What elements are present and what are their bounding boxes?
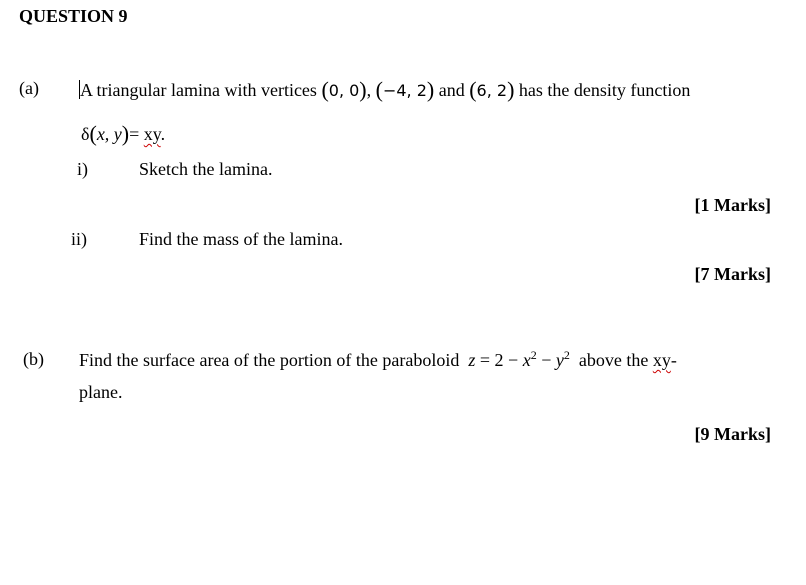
eq-minus: − <box>536 350 556 370</box>
vertex-1-close-paren: ) <box>359 77 367 102</box>
question-title: QUESTION 9 <box>19 6 128 26</box>
density-open-paren: ( <box>89 121 97 146</box>
eq-x-exp: 2 <box>530 348 537 362</box>
and-text: and <box>438 80 465 100</box>
vertex-1: 0, 0 <box>328 81 360 100</box>
part-b-marks: [9 Marks] <box>694 424 771 444</box>
vertex-2-open-paren: ( <box>375 77 383 102</box>
part-b-label: (b) <box>23 349 44 369</box>
sub-ii-label: ii) <box>71 229 87 249</box>
density-close-paren: ) <box>121 121 130 146</box>
eq-x: x <box>522 350 531 370</box>
sub-i-marks: [1 Marks] <box>694 195 771 215</box>
sub-i-label: i) <box>77 159 88 179</box>
vertex-3: 6, 2 <box>476 81 508 100</box>
density-text: has the density function <box>518 80 691 100</box>
eq-z: z <box>468 350 476 370</box>
eq-mid: = 2 − <box>475 350 523 370</box>
density-rhs: xy <box>143 124 161 144</box>
xy-word: xy <box>652 350 671 370</box>
part-b-text-after: above the <box>578 350 649 370</box>
density-equals: = <box>129 124 140 144</box>
part-a-intro-line: A triangular lamina with vertices (0, 0), (−4, 2) and (6, 2) has the density function <box>80 77 691 102</box>
vertex-3-close-paren: ) <box>507 77 515 102</box>
delta-symbol: δ <box>81 124 90 144</box>
part-a-label: (a) <box>19 78 39 98</box>
part-b-line-2: plane. <box>79 382 123 402</box>
vertex-1-open-paren: ( <box>321 77 329 102</box>
eq-y: y <box>555 350 564 370</box>
sub-i-text: Sketch the lamina. <box>139 159 273 179</box>
part-a-intro-text: A triangular lamina with vertices <box>80 80 317 100</box>
density-period: . <box>160 124 166 144</box>
part-b-text: Find the surface area of the portion of the paraboloid <box>79 350 460 370</box>
sub-ii-text: Find the mass of the lamina. <box>139 229 343 249</box>
sub-ii-marks: [7 Marks] <box>694 264 771 284</box>
density-formula <box>81 120 165 146</box>
xy-hyphen: - <box>670 350 677 370</box>
vertex-3-open-paren: ( <box>469 77 477 102</box>
vertex-2-close-paren: ) <box>426 77 435 102</box>
density-args: x, y <box>96 124 122 144</box>
eq-y-exp: 2 <box>563 348 570 362</box>
vertex-2: −4, 2 <box>382 81 427 100</box>
part-b-line-1 <box>79 350 677 371</box>
